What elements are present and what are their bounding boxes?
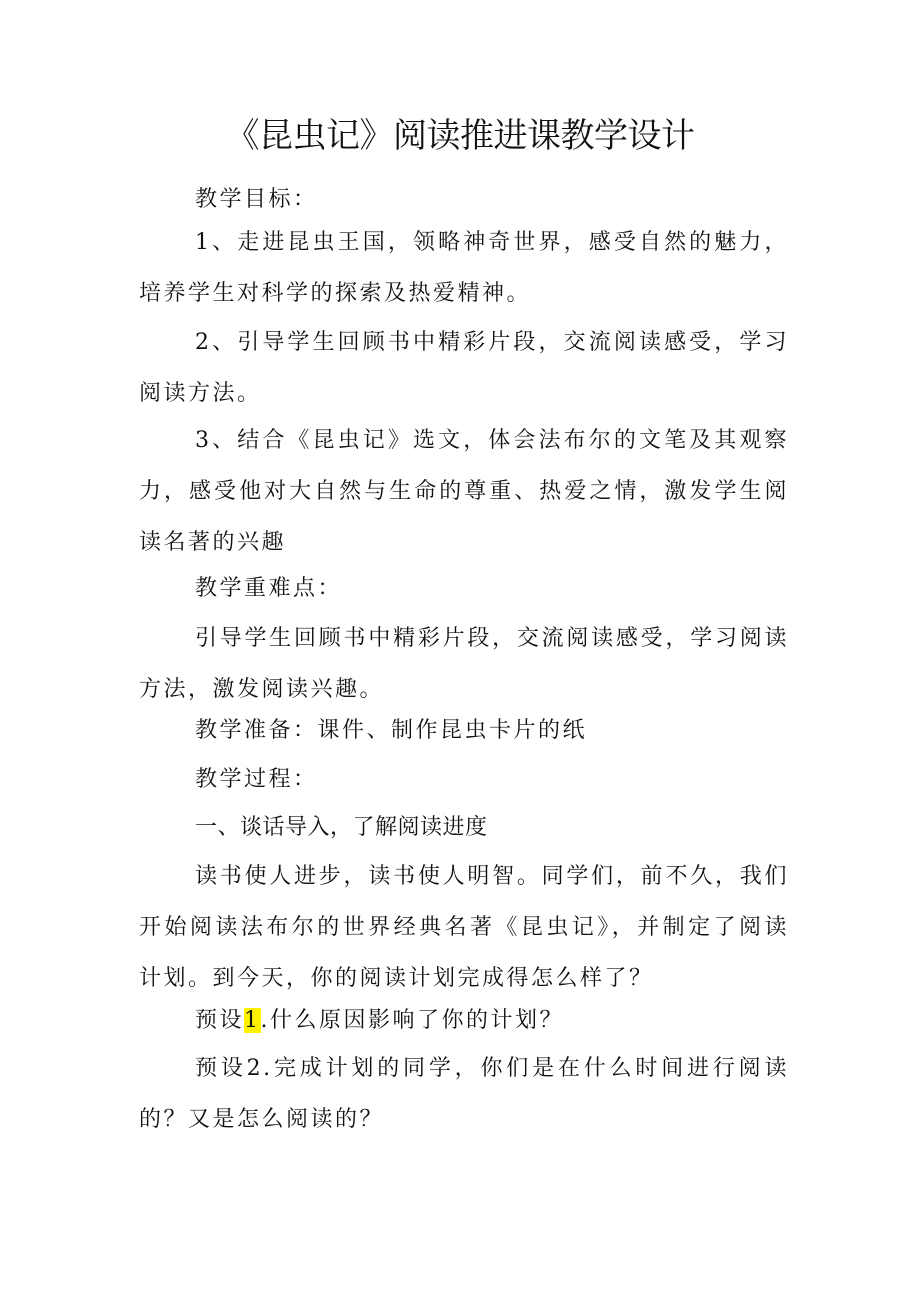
- preset-1-prefix: 预设: [195, 1008, 245, 1033]
- preset-1-rest: .什么原因影响了你的计划？: [260, 1008, 565, 1033]
- preset-2: 预设2.完成计划的同学，你们是在什么时间进行阅读的？又是怎么阅读的？: [139, 1056, 789, 1132]
- goals-heading: 教学目标：: [195, 187, 318, 212]
- section-1-text: 读书使人进步，读书使人明智。同学们，前不久，我们开始阅读法布尔的世界经典名著《昆虫记》，并制定了阅读计划。到今天，你的阅读计划完成得怎么样了？: [139, 864, 789, 991]
- goal-1: 1、走进昆虫王国，领略神奇世界，感受自然的魅力，培养学生对科学的探索及热爱精神。: [139, 230, 789, 306]
- document-title: 《昆虫记》阅读推进课教学设计: [225, 116, 695, 156]
- key-points-text: 引导学生回顾书中精彩片段，交流阅读感受，学习阅读方法，激发阅读兴趣。: [139, 626, 789, 702]
- process-heading: 教学过程：: [195, 767, 318, 792]
- goal-3: 3、结合《昆虫记》选文，体会法布尔的文笔及其观察力，感受他对大自然与生命的尊重、热爱之情，激发学生阅读名著的兴趣: [139, 428, 789, 555]
- preset-1: [139, 995, 789, 1046]
- section-1-heading: 一、谈话导入，了解阅读进度: [195, 815, 488, 840]
- preparation-text: 教学准备：课件、制作昆虫卡片的纸: [195, 718, 588, 743]
- goal-2: 2、引导学生回顾书中精彩片段，交流阅读感受，学习阅读方法。: [139, 330, 789, 406]
- key-points-heading: 教学重难点：: [195, 576, 343, 601]
- preset-1-highlighted-number: 1: [244, 1008, 261, 1033]
